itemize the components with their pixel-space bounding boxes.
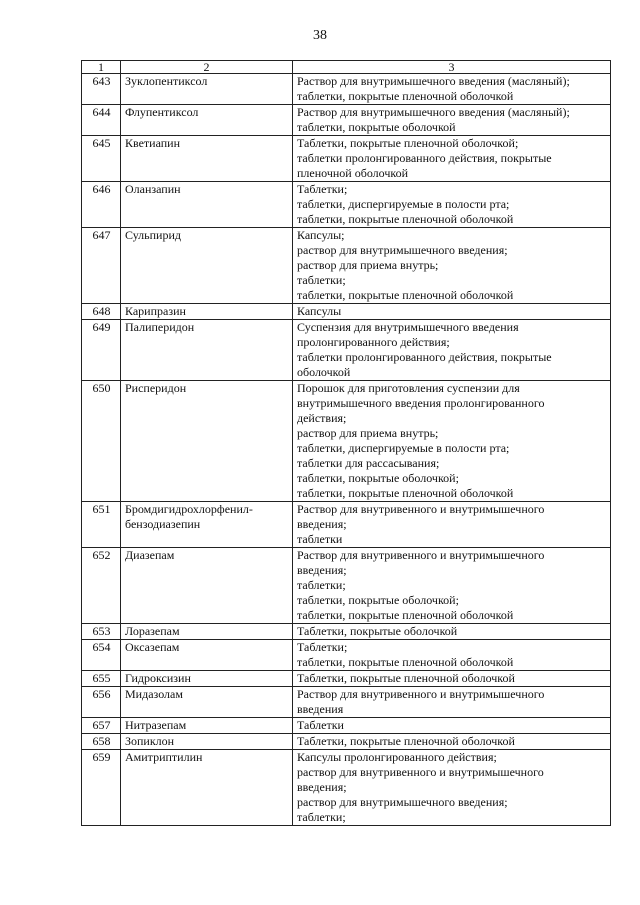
drug-name-cell xyxy=(121,624,293,640)
dosage-form-line: таблетки, диспергируемые в полости рта; xyxy=(297,197,510,211)
drug-name: Нитразепам xyxy=(125,718,187,732)
dosage-forms-cell xyxy=(293,304,611,320)
dosage-form-line: Раствор для внутривенного и внутримышечного xyxy=(297,687,545,701)
table-row xyxy=(82,320,611,381)
dosage-forms-cell xyxy=(293,687,611,718)
dosage-form-line: таблетки, покрытые оболочкой; xyxy=(297,593,459,607)
dosage-form-line: раствор для внутримышечного введения; xyxy=(297,795,508,809)
row-number: 643 xyxy=(82,74,121,105)
dosage-form-line: раствор для внутривенного и внутримышечного xyxy=(297,765,544,779)
table-row xyxy=(82,624,611,640)
dosage-form-line: введения; xyxy=(297,563,347,577)
dosage-forms-cell xyxy=(293,182,611,228)
drug-name: Оланзапин xyxy=(125,182,181,196)
dosage-forms-cell xyxy=(293,320,611,381)
dosage-form-line: введения; xyxy=(297,517,347,531)
dosage-forms-cell xyxy=(293,718,611,734)
dosage-form-line: Порошок для приготовления суспензии для xyxy=(297,381,520,395)
drug-name-cell xyxy=(121,734,293,750)
drug-name: Сульпирид xyxy=(125,228,182,242)
drug-name: Амитриптилин xyxy=(125,750,203,764)
column-header-number: 1 xyxy=(82,61,121,74)
drug-name-cell xyxy=(121,381,293,502)
drug-name: Диазепам xyxy=(125,548,175,562)
dosage-form-line: оболочкой xyxy=(297,365,351,379)
row-number: 646 xyxy=(82,182,121,228)
row-number: 652 xyxy=(82,548,121,624)
drug-name: Палиперидон xyxy=(125,320,195,334)
drug-name-cell xyxy=(121,136,293,182)
dosage-form-line: пролонгированного действия; xyxy=(297,335,450,349)
dosage-form-line: Капсулы xyxy=(297,304,342,318)
dosage-form-line: Капсулы; xyxy=(297,228,345,242)
dosage-form-line: пленочной оболочкой xyxy=(297,166,409,180)
dosage-form-line: Таблетки; xyxy=(297,182,348,196)
dosage-forms-cell xyxy=(293,750,611,826)
dosage-form-line: Суспензия для внутримышечного введения xyxy=(297,320,519,334)
dosage-forms-cell xyxy=(293,671,611,687)
row-number: 653 xyxy=(82,624,121,640)
column-header-forms: 3 xyxy=(293,61,611,74)
drug-name-cell xyxy=(121,548,293,624)
dosage-form-line: таблетки, покрытые оболочкой; xyxy=(297,471,459,485)
drug-name-cell xyxy=(121,502,293,548)
table-row xyxy=(82,718,611,734)
drug-name-cell xyxy=(121,182,293,228)
row-number: 648 xyxy=(82,304,121,320)
dosage-form-line: Капсулы пролонгированного действия; xyxy=(297,750,497,764)
drug-name-cell xyxy=(121,718,293,734)
drug-name-cell xyxy=(121,320,293,381)
row-number: 650 xyxy=(82,381,121,502)
row-number: 656 xyxy=(82,687,121,718)
dosage-form-line: таблетки; xyxy=(297,810,346,824)
row-number: 655 xyxy=(82,671,121,687)
dosage-forms-cell xyxy=(293,136,611,182)
table-row xyxy=(82,74,611,105)
row-number: 644 xyxy=(82,105,121,136)
dosage-form-line: Таблетки, покрытые пленочной оболочкой; xyxy=(297,136,519,150)
dosage-form-line: Раствор для внутривенного и внутримышечного xyxy=(297,548,545,562)
dosage-form-line: таблетки, покрытые пленочной оболочкой xyxy=(297,655,514,669)
row-number: 659 xyxy=(82,750,121,826)
drug-name: Лоразепам xyxy=(125,624,180,638)
table-row xyxy=(82,105,611,136)
dosage-form-line: Таблетки, покрытые пленочной оболочкой xyxy=(297,671,515,685)
table-header-row xyxy=(82,61,611,74)
dosage-form-line: таблетки пролонгированного действия, покрытые xyxy=(297,151,552,165)
drug-name: Кветиапин xyxy=(125,136,181,150)
dosage-form-line: таблетки xyxy=(297,532,343,546)
dosage-form-line: действия; xyxy=(297,411,347,425)
dosage-form-line: раствор для приема внутрь; xyxy=(297,426,439,440)
medication-table xyxy=(81,60,611,826)
row-number: 647 xyxy=(82,228,121,304)
table-row xyxy=(82,671,611,687)
dosage-form-line: раствор для приема внутрь; xyxy=(297,258,439,272)
dosage-form-line: таблетки, покрытые оболочкой xyxy=(297,120,456,134)
table-row xyxy=(82,182,611,228)
dosage-form-line: Таблетки xyxy=(297,718,344,732)
dosage-form-line: раствор для внутримышечного введения; xyxy=(297,243,508,257)
row-number: 645 xyxy=(82,136,121,182)
table-row xyxy=(82,734,611,750)
table-row xyxy=(82,548,611,624)
table-row xyxy=(82,687,611,718)
drug-name: Рисперидон xyxy=(125,381,187,395)
drug-name: Мидазолам xyxy=(125,687,183,701)
dosage-form-line: таблетки, покрытые пленочной оболочкой xyxy=(297,608,514,622)
dosage-forms-cell xyxy=(293,381,611,502)
dosage-form-line: внутримышечного введения пролонгированного xyxy=(297,396,545,410)
table-row xyxy=(82,381,611,502)
dosage-form-line: таблетки, покрытые пленочной оболочкой xyxy=(297,288,514,302)
drug-name: Бромдигидрохлорфенил- xyxy=(125,502,253,516)
dosage-forms-cell xyxy=(293,624,611,640)
row-number: 658 xyxy=(82,734,121,750)
dosage-form-line: введения xyxy=(297,702,344,716)
drug-name-cell xyxy=(121,687,293,718)
drug-name-cell xyxy=(121,228,293,304)
dosage-form-line: Таблетки, покрытые пленочной оболочкой xyxy=(297,734,515,748)
table-row xyxy=(82,502,611,548)
table-row xyxy=(82,136,611,182)
table-row xyxy=(82,228,611,304)
dosage-form-line: Раствор для внутримышечного введения (масляный); xyxy=(297,105,570,119)
drug-name: бензодиазепин xyxy=(125,517,201,531)
dosage-form-line: Таблетки; xyxy=(297,640,348,654)
drug-name-cell xyxy=(121,750,293,826)
column-header-name: 2 xyxy=(121,61,293,74)
table-row xyxy=(82,750,611,826)
dosage-forms-cell xyxy=(293,105,611,136)
drug-name-cell xyxy=(121,640,293,671)
drug-name: Зуклопентиксол xyxy=(125,74,208,88)
table-row xyxy=(82,304,611,320)
drug-name-cell xyxy=(121,74,293,105)
drug-name: Карипразин xyxy=(125,304,186,318)
row-number: 654 xyxy=(82,640,121,671)
dosage-form-line: таблетки, покрытые пленочной оболочкой xyxy=(297,486,514,500)
row-number: 649 xyxy=(82,320,121,381)
dosage-form-line: таблетки, диспергируемые в полости рта; xyxy=(297,441,510,455)
drug-name: Зопиклон xyxy=(125,734,175,748)
dosage-form-line: таблетки; xyxy=(297,578,346,592)
drug-name: Оксазепам xyxy=(125,640,180,654)
dosage-form-line: таблетки, покрытые пленочной оболочкой xyxy=(297,89,514,103)
drug-name-cell xyxy=(121,105,293,136)
drug-name-cell xyxy=(121,304,293,320)
drug-name: Гидроксизин xyxy=(125,671,191,685)
dosage-form-line: Раствор для внутримышечного введения (масляный); xyxy=(297,74,570,88)
table-row xyxy=(82,640,611,671)
dosage-form-line: введения; xyxy=(297,780,347,794)
dosage-forms-cell xyxy=(293,74,611,105)
dosage-form-line: таблетки; xyxy=(297,273,346,287)
dosage-forms-cell xyxy=(293,548,611,624)
page-number: 38 xyxy=(313,28,327,43)
dosage-forms-cell xyxy=(293,502,611,548)
table-body xyxy=(82,74,611,826)
drug-name: Флупентиксол xyxy=(125,105,199,119)
dosage-forms-cell xyxy=(293,640,611,671)
dosage-form-line: таблетки для рассасывания; xyxy=(297,456,440,470)
dosage-form-line: Таблетки, покрытые оболочкой xyxy=(297,624,458,638)
dosage-form-line: таблетки, покрытые пленочной оболочкой xyxy=(297,212,514,226)
row-number: 657 xyxy=(82,718,121,734)
dosage-forms-cell xyxy=(293,734,611,750)
row-number: 651 xyxy=(82,502,121,548)
dosage-forms-cell xyxy=(293,228,611,304)
dosage-form-line: таблетки пролонгированного действия, покрытые xyxy=(297,350,552,364)
dosage-form-line: Раствор для внутривенного и внутримышечного xyxy=(297,502,545,516)
drug-name-cell xyxy=(121,671,293,687)
